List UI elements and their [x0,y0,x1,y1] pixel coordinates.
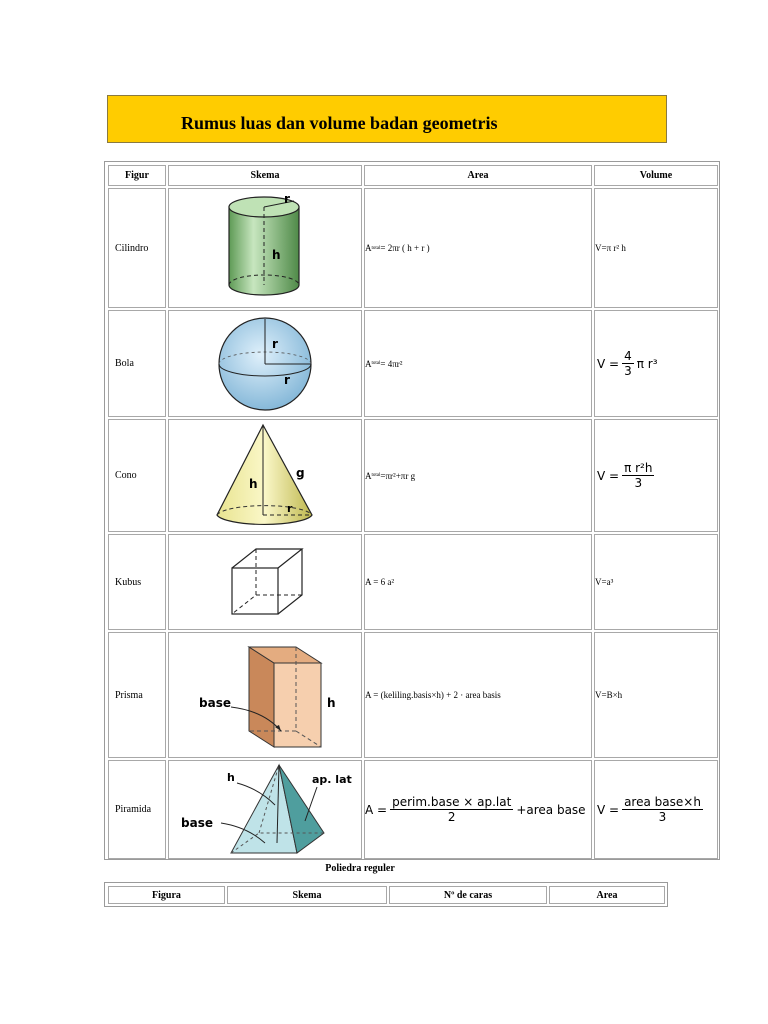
schema-sphere [168,310,362,417]
area-cono: A total =πr²+πr g [364,419,592,532]
row-name-kubus: Kubus [108,534,166,630]
header-figura: Figura [108,886,225,904]
volume-bola: V = $\frac{4}{3}$ π r³ [594,310,718,417]
label-h: h [227,771,235,784]
page-title: Rumus luas dan volume badan geometris [181,113,498,133]
title-banner [107,95,667,143]
prism-diagram [169,633,361,757]
row-name-cono: Cono [108,419,166,532]
area-cilindro: A total = 2πr ( h + r ) [364,188,592,308]
label-h: h [327,696,336,710]
header-volume: Volume [594,165,718,186]
schema-cylinder [168,188,362,308]
schema-cube [168,534,362,630]
volume-cono: V = $\frac{\text{π r²h}}{3}$ [594,419,718,532]
row-name-cilindro: Cilindro [108,188,166,308]
label-base: base [181,816,213,830]
label-r-horizontal: r [284,373,290,387]
header-area-2: Area [549,886,665,904]
cylinder-diagram [169,189,361,307]
header-caras: Nº de caras [389,886,547,904]
label-base: base [199,696,231,710]
schema-cone [168,419,362,532]
schema-prism [168,632,362,758]
sphere-diagram [169,311,361,416]
schema-pyramid [168,760,362,859]
polyhedra-table [104,882,668,907]
area-bola: A total = 4πr² [364,310,592,417]
header-figur: Figur [108,165,166,186]
label-r-vertical: r [272,337,278,351]
label-r: r [284,192,290,206]
row-name-prisma: Prisma [108,632,166,758]
pyramid-diagram [169,761,361,858]
label-h: h [249,477,258,491]
area-prisma: A = (keliling.basis×h) + 2 · area basis [364,632,592,758]
cone-diagram [169,420,361,531]
area-piramida: A = $\frac{\text{perim.base × ap.lat}}{2}$ +area base [364,760,592,859]
cube-diagram [169,535,361,629]
table-caption: Poliedra reguler [325,863,395,874]
label-g: g [296,466,305,480]
label-r: r [287,502,293,515]
header-area: Area [364,165,592,186]
label-ap-lat: ap. lat [312,773,352,786]
label-h: h [272,248,281,262]
volume-prisma: V=B×h [594,632,718,758]
row-name-piramida: Piramida [108,760,166,859]
header-skema-2: Skema [227,886,387,904]
volume-piramida: V = $\frac{\text{area base×h}}{3}$ [594,760,718,859]
row-name-bola: Bola [108,310,166,417]
formula-table [104,161,720,860]
volume-kubus: V=a³ [594,534,718,630]
area-kubus: A = 6 a² [364,534,592,630]
volume-cilindro: V=π r² h [594,188,718,308]
header-skema: Skema [168,165,362,186]
